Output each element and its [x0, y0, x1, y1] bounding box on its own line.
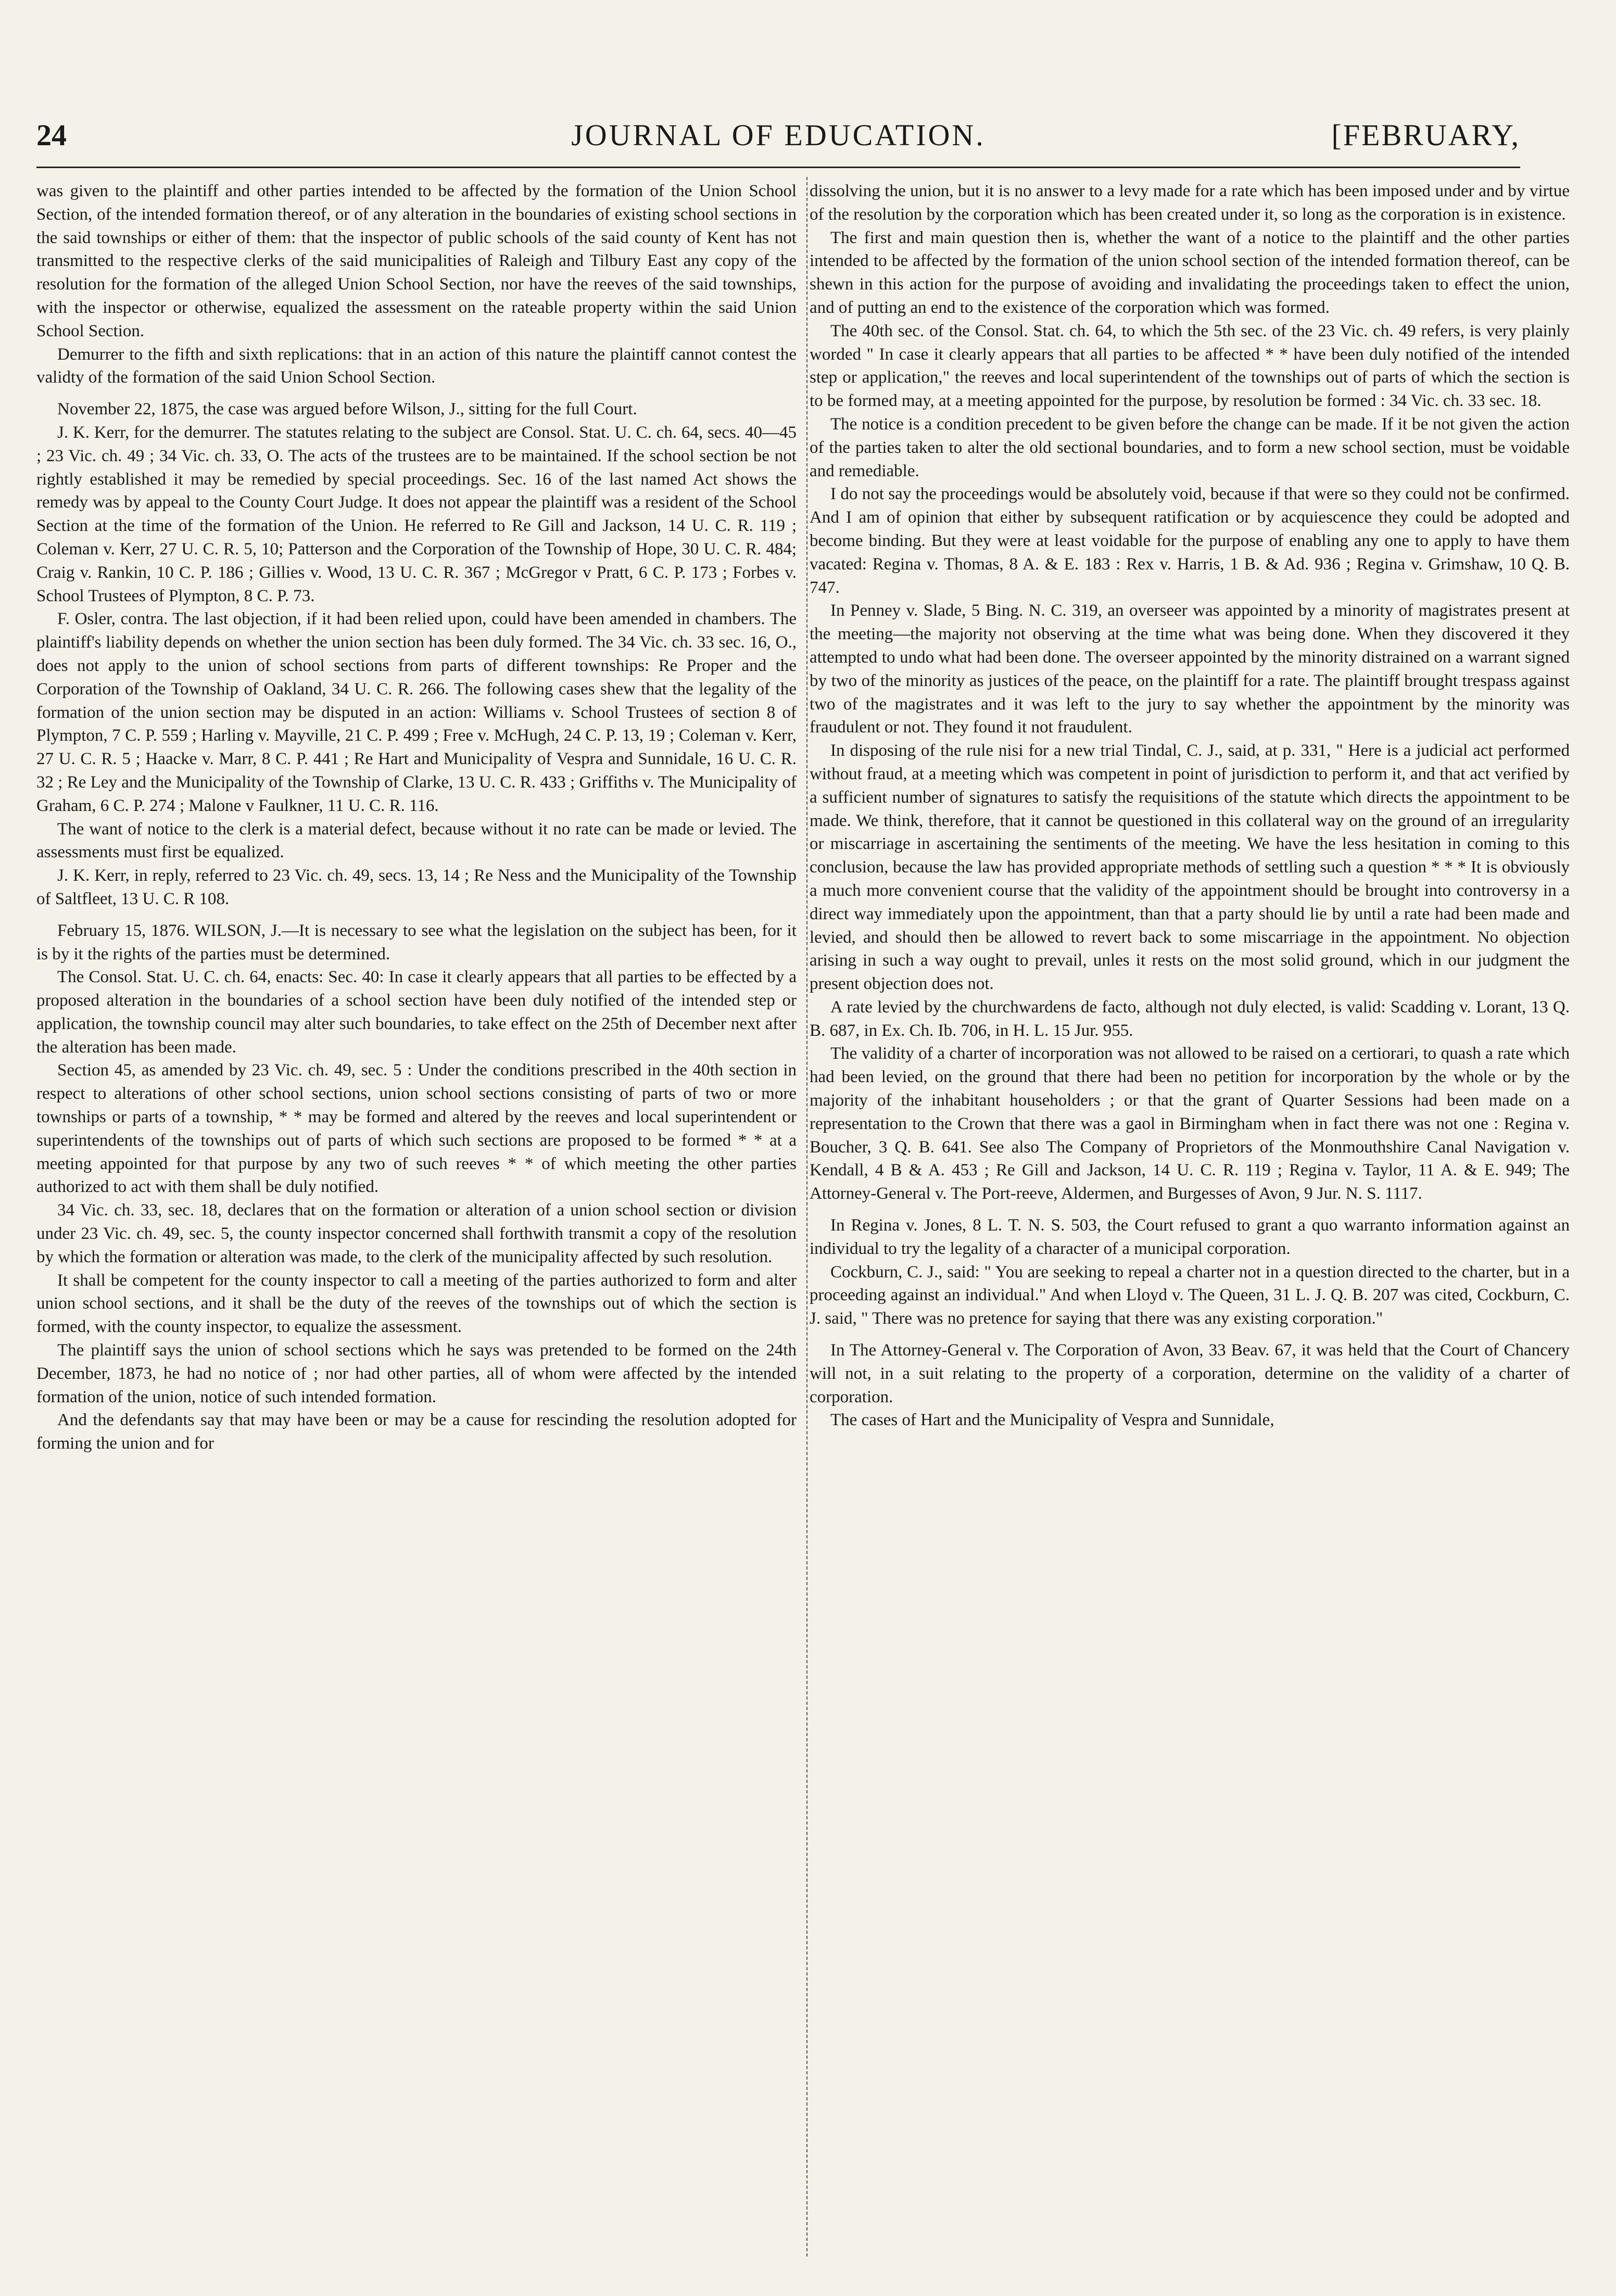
header-rule	[36, 167, 1520, 168]
paragraph: In The Attorney-General v. The Corporation of Avon, 33 Beav. 67, it was held that the Court of Chancery will not, in a suit relating to the property of a corporation, determine on the validity of a charter of corporation.	[810, 1341, 1570, 1406]
paragraph: The notice is a condition precedent to be given before the change can be made. If it be not given the action of the parties taken to alter the old sectional boundaries, and to form a new school section, must be voidable and remediable.	[810, 414, 1570, 480]
paragraph: was given to the plaintiff and other parties intended to be affected by the formation of the Union School Section, of the intended formation thereof, or of any alteration in the boundaries of existing school sections in the said townships or either of them: that the inspector of public schools of the said county of Kent has not transmitted to the respective clerks of the said municipalities of Raleigh and Tilbury East any copy of the resolution for the formation of the alleged Union School Section, nor have the reeves of the said townships, with the inspector or otherwise, equalized the assessment on the rateable property within the said Union School Section.	[36, 182, 797, 340]
paragraph: The want of notice to the clerk is a material defect, because without it no rate can be made or levied. The assessments must first be equalized.	[36, 819, 797, 862]
journal-title: JOURNAL OF EDUCATION.	[571, 118, 986, 152]
paragraph: Cockburn, C. J., said: " You are seeking to repeal a charter not in a question directed to the charter, but in a proceeding against an individual." And when Lloyd v. The Queen, 31 L. J. Q. B. 207 was cited, Cockburn, C. J. said, " There was no pretence for saying that there was any existing corporation."	[810, 1262, 1570, 1328]
paragraph: The first and main question then is, whether the want of a notice to the plaintiff and the other parties intended to be affected by the formation of the union school section of the intended formation thereof, can be shewn in this action for the purpose of avoiding and invalidating the proceedings taken to effect the union, and of putting an end to the existence of the corporation which was formed.	[810, 228, 1570, 317]
right-column	[810, 180, 1570, 1432]
paragraph: In Penney v. Slade, 5 Bing. N. C. 319, an overseer was appointed by a minority of magistrates present at the meeting—the majority not observing at the time what was being done. When they discovered it they attempted to undo what had been done. The overseer appointed by the minority distrained on a warrant signed by two of the minority as justices of the peace, on the plaintiff for a rate. The plaintiff brought trespass against two of the magistrates and it was left to the jury to say whether the appointment by the minority was fraudulent or not. They found it not fraudulent.	[810, 601, 1570, 737]
paragraph: dissolving the union, but it is no answer to a levy made for a rate which has been imposed under and by virtue of the resolution by the corporation which has been created under it, so long as the corporation is in existence.	[810, 182, 1570, 224]
paragraph: In disposing of the rule nisi for a new trial Tindal, C. J., said, at p. 331, " Here is a judicial act performed without fraud, at a meeting which was competent in point of jurisdiction to perform it, and that act verified by a sufficient number of signatures to satisfy the requisitions of the statute which directs the appointment to be made. We think, therefore, that it cannot be questioned in this collateral way on the ground of an irregularity or miscarriage in ascertaining the sentiments of the meeting. We have the less hesitation in coming to this conclusion, because the law has provided appropriate methods of settling such a question * * * It is obviously a much more convenient course that the validity of the appointment should be brought into controversy in a direct way immediately upon the appointment, than that a party should lie by until a rate had been made and levied, and should then be allowed to revert back to some miscarriage in the appointment. No objection arising in such a way ought to prevail, unles it rests on the most solid ground, which in our judgment the present objection does not.	[810, 741, 1570, 994]
paragraph: Demurrer to the fifth and sixth replications: that in an action of this nature the plaintiff cannot contest the validty of the formation of the said Union School Section.	[36, 345, 797, 387]
paragraph: It shall be competent for the county inspector to call a meeting of the parties authorized to form and alter union school sections, and it shall be the duty of the reeves of the townships out of which the section is formed, with the county inspector, to equalize the assessment.	[36, 1271, 797, 1337]
paragraph: The validity of a charter of incorporation was not allowed to be raised on a certiorari, to quash a rate which had been levied, on the ground that there had been no petition for incorporation by the whole or by the majority of the inhabitant householders ; or that the grant of Quarter Sessions had been made on a representation to the Crown that there was a gaol in Birmingham when in fact there was not one : Regina v. Boucher, 3 Q. B. 641. See also The Company of Proprietors of the Monmouthshire Canal Navigation v. Kendall, 4 B & A. 453 ; Re Gill and Jackson, 14 U. C. R. 119 ; Regina v. Taylor, 11 A. & E. 949; The Attorney-General v. The Port-reeve, Aldermen, and Burgesses of Avon, 9 Jur. N. S. 1117.	[810, 1044, 1570, 1203]
paragraph: The cases of Hart and the Municipality of Vespra and Sunnidale,	[830, 1411, 1274, 1430]
paragraph: The 40th sec. of the Consol. Stat. ch. 64, to which the 5th sec. of the 23 Vic. ch. 49 refers, is very plainly worded " In case it clearly appears that all parties to be affected * * have been duly notified of the intended step or application," the reeves and local superintendent of the townships out of parts of which the section is to be formed may, at a meeting appointed for the purpose, by resolution be formed : 34 Vic. ch. 33 sec. 18.	[810, 321, 1570, 411]
paragraph: November 22, 1875, the case was argued before Wilson, J., sitting for the full Court.	[57, 400, 637, 419]
paragraph: J. K. Kerr, for the demurrer. The statutes relating to the subject are Consol. Stat. U. C. ch. 64, secs. 40—45 ; 23 Vic. ch. 49 ; 34 Vic. ch. 33, O. The acts of the trustees are to be maintained. If the school section be not rightly established it may be remedied by special proceedings. Sec. 16 of the last named Act shows the remedy was by appeal to the County Court Judge. It does not appear the plaintiff was a resident of the School Section at the time of the formation of the Union. He referred to Re Gill and Jackson, 14 U. C. R. 119 ; Coleman v. Kerr, 27 U. C. R. 5, 10; Patterson and the Corporation of the Township of Hope, 30 U. C. R. 484; Craig v. Rankin, 10 C. P. 186 ; Gillies v. Wood, 13 U. C. R. 367 ; McGregor v Pratt, 6 C. P. 173 ; Forbes v. School Trustees of Plympton, 8 C. P. 73.	[36, 423, 797, 605]
paragraph: I do not say the proceedings would be absolutely void, because if that were so they could not be confirmed. And I am of opinion that either by subsequent ratification or by acquiescence they could be adopted and become binding. But they were at least voidable for the purpose of enabling any one to apply to have them vacated: Regina v. Thomas, 8 A. & E. 183 : Rex v. Harris, 1 B. & Ad. 936 ; Regina v. Grimshaw, 10 Q. B. 747.	[810, 485, 1570, 597]
paragraph: And the defendants say that may have been or may be a cause for rescinding the resolution adopted for forming the union and for	[36, 1411, 797, 1453]
issue-month: [FEBRUARY,	[1331, 118, 1520, 152]
paragraph: A rate levied by the churchwardens de facto, although not duly elected, is valid: Scadding v. Lorant, 13 Q. B. 687, in Ex. Ch. Ib. 706, in H. L. 15 Jur. 955.	[810, 997, 1570, 1040]
paragraph: Section 45, as amended by 23 Vic. ch. 49, sec. 5 : Under the conditions prescribed in the 40th section in respect to alterations of other school sections, union school sections consisting of parts of two or more townships or parts of a township, * * may be formed and altered by the reeves and local superintendent or superintendents of the townships out of parts of which such sections are proposed to be formed * * at a meeting appointed for that purpose by any two of such reeves * * of which meeting the other parties authorized to act with them shall be duly notified.	[36, 1061, 797, 1197]
running-header	[36, 112, 1520, 159]
left-column	[36, 180, 797, 1455]
paragraph: J. K. Kerr, in reply, referred to 23 Vic. ch. 49, secs. 13, 14 ; Re Ness and the Municipality of the Township of Saltfleet, 13 U. C. R 108.	[36, 866, 797, 908]
paragraph: The plaintiff says the union of school sections which he says was pretended to be formed on the 24th December, 1873, he had no notice of ; nor had other parties, all of whom were affected by the intended formation of the union, notice of such intended formation.	[36, 1341, 797, 1406]
paragraph: 34 Vic. ch. 33, sec. 18, declares that on the formation or alteration of a union school section or division under 23 Vic. ch. 49, sec. 5, the county inspector concerned shall forthwith transmit a copy of the resolution by which the formation or alteration was made, to the clerk of the municipality affected by such resolution.	[36, 1201, 797, 1266]
paragraph: F. Osler, contra. The last objection, if it had been relied upon, could have been amended in chambers. The plaintiff's liability depends on whether the union section has been duly formed. The 34 Vic. ch. 33 sec. 16, O., does not apply to the union of school sections from parts of different townships: Re Proper and the Corporation of the Township of Oakland, 34 U. C. R. 266. The following cases shew that the legality of the formation of the union section may be disputed in an action: Williams v. School Trustees of section 8 of Plympton, 7 C. P. 559 ; Harling v. Mayville, 21 C. P. 499 ; Free v. McHugh, 24 C. P. 13, 19 ; Coleman v. Kerr, 27 U. C. R. 5 ; Haacke v. Marr, 8 C. P. 441 ; Re Hart and Municipality of Vespra and Sunnidale, 16 U. C. R. 32 ; Re Ley and the Municipality of the Township of Clarke, 13 U. C. R. 433 ; Griffiths v. The Municipality of Graham, 6 C. P. 274 ; Malone v Faulkner, 11 U. C. R. 116.	[36, 610, 797, 815]
column-divider	[806, 177, 807, 2256]
paragraph: February 15, 1876. WILSON, J.—It is necessary to see what the legislation on the subject has been, for it is by it the rights of the parties must be determined.	[36, 921, 797, 963]
paragraph: In Regina v. Jones, 8 L. T. N. S. 503, the Court refused to grant a quo warranto information against an individual to try the legality of a character of a municipal corporation.	[810, 1216, 1570, 1258]
page-number: 24	[36, 118, 67, 152]
paragraph: The Consol. Stat. U. C. ch. 64, enacts: Sec. 40: In case it clearly appears that all parties to be effected by a proposed alteration in the boundaries of a school section have been duly notified of the intended step or application, the township council may alter such boundaries, to take effect on the 25th of December next after the alteration has been made.	[36, 968, 797, 1057]
